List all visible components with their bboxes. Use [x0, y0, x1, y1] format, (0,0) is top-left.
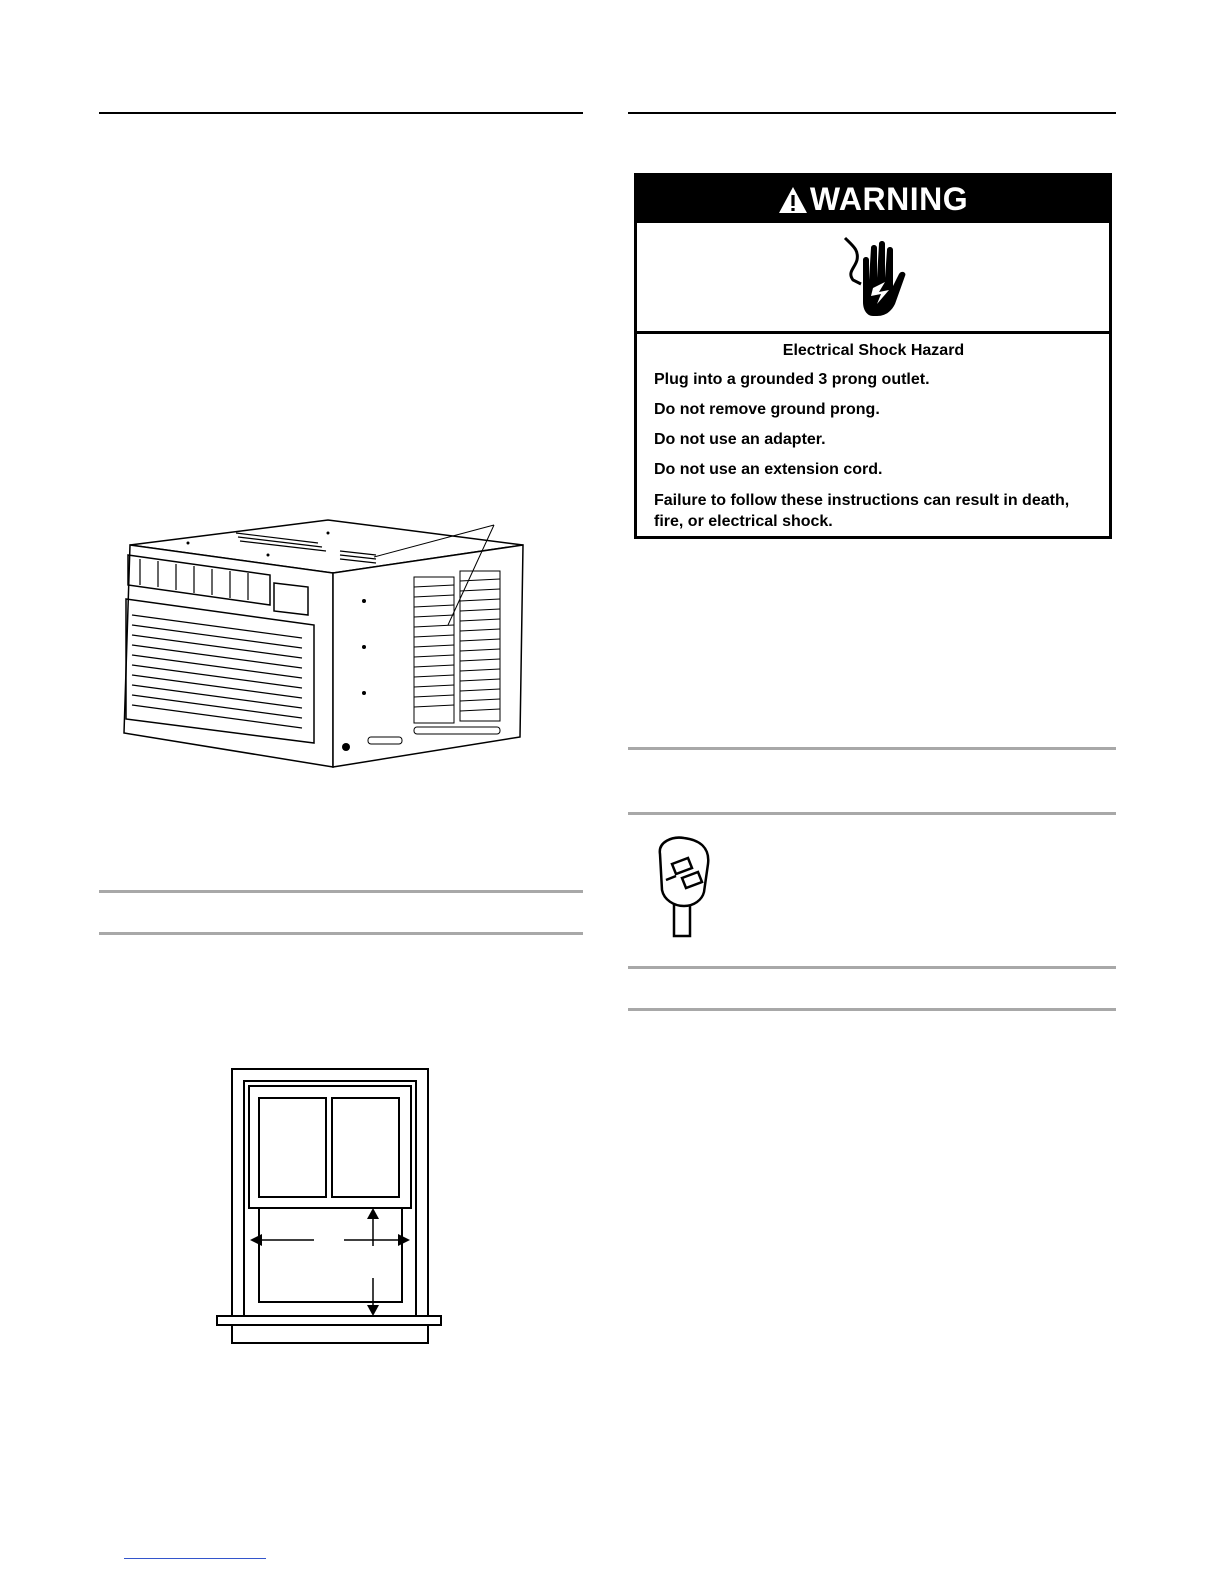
warning-line: Do not use an adapter. — [654, 431, 826, 448]
electric-shock-hand-icon — [833, 232, 913, 322]
footer-link-underline — [124, 1558, 266, 1559]
electrical-warning-box — [634, 173, 1112, 539]
warning-line: Do not use an extension cord. — [654, 461, 883, 478]
warning-line: Plug into a grounded 3 prong outlet. — [654, 371, 930, 388]
right-section-rule-2 — [628, 812, 1116, 815]
hazard-title: Electrical Shock Hazard — [782, 342, 965, 359]
left-section-rule-1 — [99, 890, 583, 893]
warning-title: WARNING — [809, 181, 969, 217]
warning-icon-area — [637, 223, 1109, 334]
warning-header — [637, 176, 1109, 223]
right-top-rule — [628, 112, 1116, 114]
three-prong-plug-icon — [652, 834, 716, 938]
right-section-rule-4 — [628, 1008, 1116, 1011]
warning-line: Failure to follow these instructions can result in death, fire, or electrical shock. — [654, 492, 1070, 530]
left-section-rule-2 — [99, 932, 583, 935]
air-conditioner-illustration — [118, 515, 538, 775]
right-section-rule-3 — [628, 966, 1116, 969]
window-measurement-illustration — [214, 1066, 444, 1346]
left-top-rule — [99, 112, 583, 114]
right-section-rule-1 — [628, 747, 1116, 750]
warning-line: Do not remove ground prong. — [654, 401, 880, 418]
warning-triangle-icon — [778, 186, 808, 214]
warning-text — [637, 334, 1109, 532]
